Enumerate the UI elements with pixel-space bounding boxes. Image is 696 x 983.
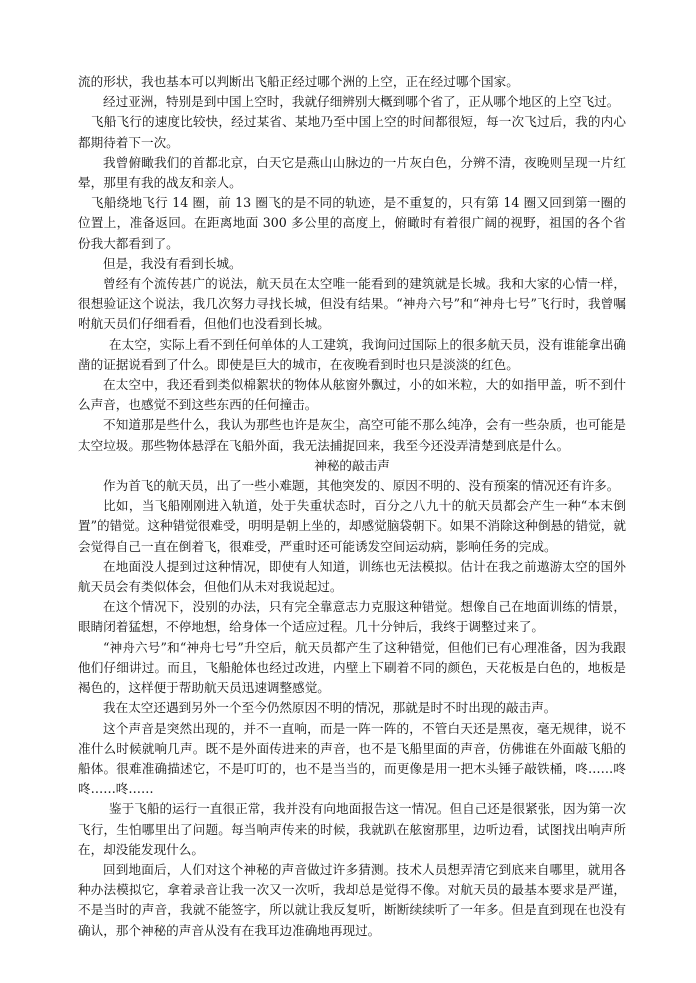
paragraph: 在太空，实际上看不到任何单体的人工建筑，我询问过国际上的很多航天员，没有谁能拿出确凿的证据说看到了什么。即使是巨大的城市，在夜晚看到时也只是淡淡的红色。 bbox=[78, 336, 626, 372]
section-heading: 神秘的敲击声 bbox=[314, 457, 390, 473]
paragraph: 我在太空还遇到另外一个至今仍然原因不明的情况，那就是时不时出现的敲击声。 bbox=[103, 700, 557, 716]
paragraph: 曾经有个流传甚广的说法，航天员在太空唯一能看到的建筑就是长城。我和大家的心情一样，很想验证这个说法，我几次努力寻找长城，但没有结果。“神舟六号”和“神舟七号”飞行时，我曾嘱咐航天员们仔细看看，但他们也没看到长城。 bbox=[78, 276, 626, 332]
paragraph: 鉴于飞船的运行一直很正常，我并没有向地面报告这一情况。但自己还是很紧张，因为第一次飞行，生怕哪里出了问题。每当响声传来的时候，我就趴在舷窗那里，边听边看，试图找出响声所在，却没能发现什么。 bbox=[78, 801, 626, 857]
paragraph: “神舟六号”和“神舟七号”升空后，航天员都产生了这种错觉，但他们已有心理准备，因为我跟他们仔细讲过。而且，飞船舱体也经过改进，内壁上下刷着不同的颜色，天花板是白色的，地板是褐色的，这样便于帮助航天员迅速调整感觉。 bbox=[78, 639, 626, 696]
paragraph: 经过亚洲，特别是到中国上空时，我就仔细辨别大概到哪个省了，正从哪个地区的上空飞过。 bbox=[103, 94, 620, 110]
paragraph: 这个声音是突然出现的，并不一直响，而是一阵一阵的，不管白天还是黑夜，毫无规律，说不准什么时候就响几声。既不是外面传进来的声音，也不是飞船里面的声音，仿佛谁在外面敲飞船的船体。很难准确描述它，不是叮叮的，也不是当当的，而更像是用一把木头锤子敲铁桶，咚……咚咚……咚…… bbox=[78, 720, 626, 797]
paragraph: 不知道那是些什么，我认为那些也许是灰尘，高空可能不那么纯净，会有一些杂质，也可能是太空垃圾。那些物体悬浮在飞船外面，我无法捕捉回来，我至今还没弄清楚到底是什么。 bbox=[78, 417, 626, 453]
paragraph: 飞船绕地飞行 14 圈，前 13 圈飞的是不同的轨迹，是不重复的，只有第 14 圈又回到第一圈的位置上，准备返回。在距离地面 300 多公里的高度上，俯瞰时有着很广阔的视野，祖国的各个省份我大都看到了。 bbox=[78, 195, 626, 251]
paragraph: 回到地面后，人们对这个神秘的声音做过许多猜测。技术人员想弄清它到底来自哪里，就用各种办法模拟它，拿着录音让我一次又一次听，我却总是觉得不像。对航天员的最基本要求是严谨，不是当时的声音，我就不能签字，所以就让我反复听，断断续续听了一年多。但是直到现在也没有确认，那个神秘的声音从没有在我耳边准确地再现过。 bbox=[78, 861, 626, 938]
paragraph: 在这个情况下，没别的办法，只有完全靠意志力克服这种错觉。想像自己在地面训练的情景，眼睛闭着猛想，不停地想，给身体一个适应过程。几十分钟后，我终于调整过来了。 bbox=[78, 599, 626, 635]
paragraph: 流的形状，我也基本可以判断出飞船正经过哪个洲的上空，正在经过哪个国家。 bbox=[78, 74, 519, 89]
paragraph: 在地面没人提到过这种情况，即使有人知道，训练也无法模拟。估计在我之前遨游太空的国外航天员会有类似体会，但他们从未对我说起过。 bbox=[78, 558, 626, 595]
paragraph: 飞船飞行的速度比较快，经过某省、某地乃至中国上空的时间都很短，每一次飞过后，我的内心都期待着下一次。 bbox=[78, 114, 626, 150]
document-body bbox=[78, 72, 626, 941]
paragraph: 但是，我没有看到长城。 bbox=[103, 255, 242, 271]
paragraph: 作为首飞的航天员，出了一些小难题，其他突发的、原因不明的、没有预案的情况还有许多。 bbox=[103, 478, 620, 494]
paragraph: 我曾俯瞰我们的首都北京，白天它是燕山山脉边的一片灰白色，分辨不清，夜晚则呈现一片红晕，那里有我的战友和亲人。 bbox=[78, 154, 626, 191]
paragraph: 在太空中，我还看到类似棉絮状的物体从舷窗外飘过，小的如米粒，大的如指甲盖，听不到什么声音，也感觉不到这些东西的任何撞击。 bbox=[78, 377, 626, 413]
paragraph: 比如，当飞船刚刚进入轨道，处于失重状态时，百分之八九十的航天员都会产生一种“本末倒置”的错觉。这种错觉很难受，明明是朝上坐的，却感觉脑袋朝下。如果不消除这种倒悬的错觉，就会觉得自己一直在倒着飞，很难受，严重时还可能诱发空间运动病，影响任务的完成。 bbox=[78, 498, 626, 554]
